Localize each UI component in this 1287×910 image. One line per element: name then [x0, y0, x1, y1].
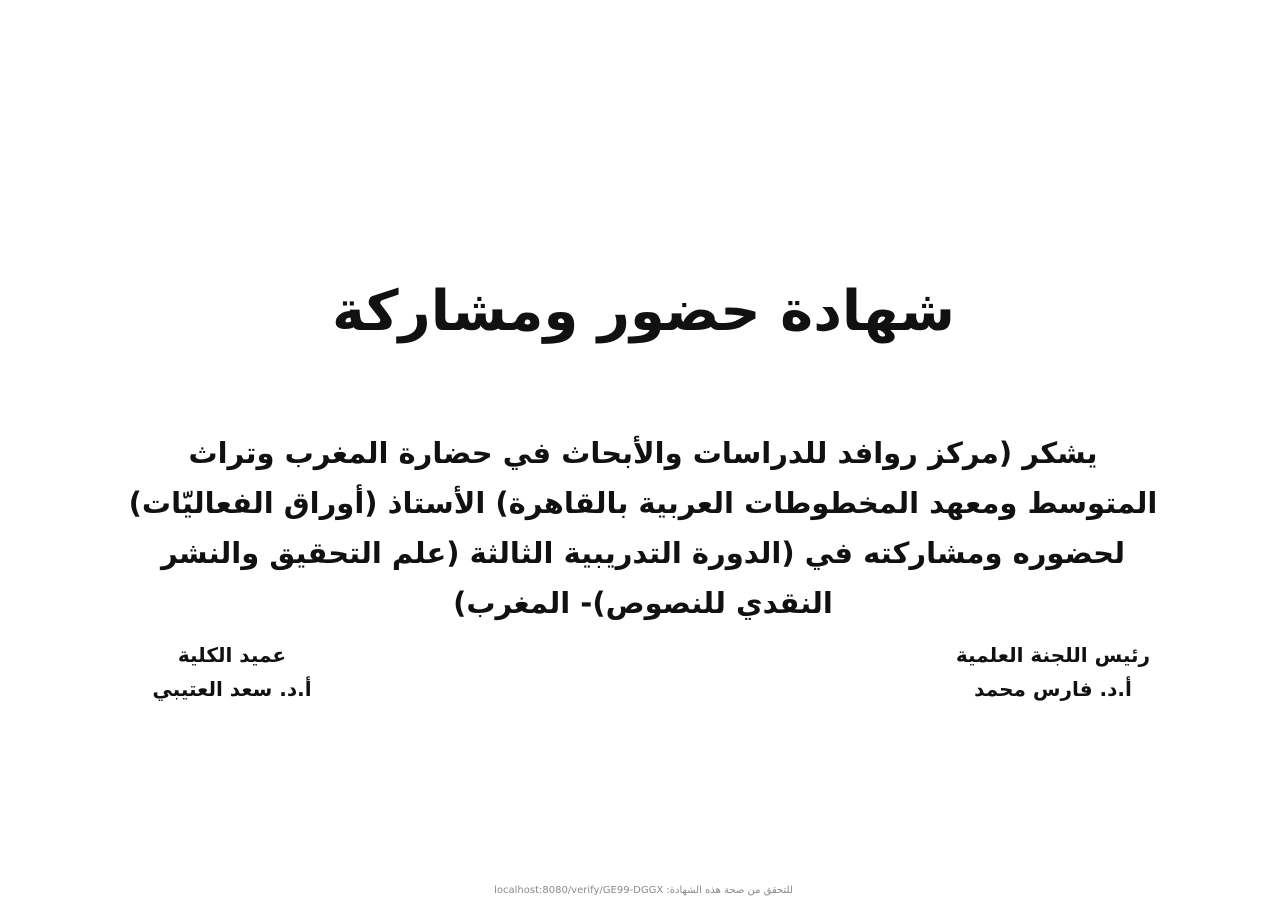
signatory-name: أ.د. سعد العتيبي — [152, 677, 312, 701]
signature-college-dean — [92, 638, 372, 706]
certificate-title: شهادة حضور ومشاركة — [332, 279, 955, 344]
verification-label: للتحقق من صحة هذه الشهادة: — [666, 885, 793, 896]
verification-url[interactable]: localhost:8080/verify/GE99-DGGX — [494, 885, 664, 896]
certificate-body-text: يشكر (مركز روافد للدراسات والأبحاث في حضارة المغرب وتراث المتوسط ومعهد المخطوطات العربية بالقاهرة) الأستاذ (أوراق الفعاليّات) لحضوره ومشاركته في (الدورة التدريبية الثالثة (علم التحقيق والنشر النقدي للنصوص)- المغرب) — [128, 436, 1158, 620]
signatory-role: رئيس اللجنة العلمية — [955, 643, 1151, 667]
signatory-name: أ.د. فارس محمد — [974, 677, 1132, 701]
signature-scientific-committee-head — [913, 638, 1193, 706]
signatory-role: عميد الكلية — [177, 643, 287, 667]
verification-footer — [0, 884, 1287, 898]
